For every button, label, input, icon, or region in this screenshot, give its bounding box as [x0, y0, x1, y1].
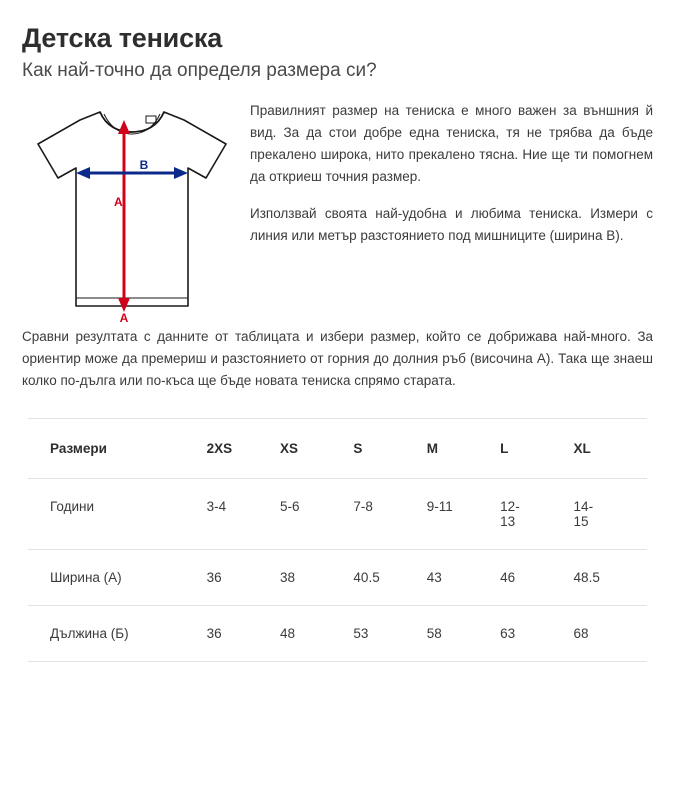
cell-width-2xs: 36	[207, 550, 280, 606]
cell-years-m: 9-11	[427, 479, 500, 550]
diagram-label-a: A	[119, 311, 129, 323]
header-l: L	[500, 419, 573, 479]
cell-length-m: 58	[427, 606, 500, 662]
cell-years-2xs: 3-4	[207, 479, 280, 550]
size-table	[28, 418, 647, 662]
intro-paragraph-2: Използвай своята най-удобна и любима тениска. Измери с линия или метър разстоянието под мишниците (ширина B).	[250, 205, 653, 243]
table-row	[28, 479, 647, 550]
cell-width-m: 43	[427, 550, 500, 606]
header-xs: XS	[280, 419, 353, 479]
header-s: S	[353, 419, 426, 479]
cell-length-xs: 48	[280, 606, 353, 662]
cell-years-xs: 5-6	[280, 479, 353, 550]
size-table-head	[28, 419, 647, 479]
page-title: Детска тениска	[22, 23, 223, 53]
diagram-label-a-inline: A	[114, 195, 123, 210]
cell-years-s: 7-8	[353, 479, 426, 550]
cell-width-l: 46	[500, 550, 573, 606]
header-2xs: 2XS	[207, 419, 280, 479]
cell-width-s: 40.5	[353, 550, 426, 606]
row-label-length: Дължина (Б)	[28, 606, 207, 662]
cell-width-xl: 48.5	[574, 550, 647, 606]
header-xl: XL	[574, 419, 647, 479]
cell-width-xs: 38	[280, 550, 353, 606]
cell-length-2xs: 36	[207, 606, 280, 662]
cell-length-xl: 68	[574, 606, 647, 662]
cell-length-l: 63	[500, 606, 573, 662]
intro-paragraph-1: Правилният размер на тениска е много важен за външния й вид. За да стои добре една тениска, тя не трябва да бъде прекалено широка, нито прекалено тясна. Ние ще ти помогнем да откриеш точния размер.	[250, 103, 653, 185]
row-label-width: Ширина (А)	[28, 550, 207, 606]
tshirt-icon	[28, 100, 236, 322]
intro-paragraph-3: Сравни резултата с данните от таблицата и избери размер, който се добрижава най-много. За ориентир може да премериш и разстоянието от горния до долния ръб (височина A). Така ще знаеш колко по-дълга или по-къса ще бъде новата тениска спрямо старата.	[22, 329, 653, 389]
tshirt-diagram	[28, 100, 236, 322]
row-label-years: Години	[28, 479, 207, 550]
cell-years-l: 12-13	[500, 479, 573, 550]
cell-length-s: 53	[353, 606, 426, 662]
table-row	[28, 606, 647, 662]
header-sizes: Размери	[28, 419, 207, 479]
table-row	[28, 550, 647, 606]
size-table-wrapper	[22, 418, 653, 662]
size-table-body	[28, 479, 647, 662]
header-m: M	[427, 419, 500, 479]
cell-years-xl: 14-15	[574, 479, 647, 550]
table-header-row	[28, 419, 647, 479]
page-subtitle: Как най-точно да определя размера си?	[22, 59, 377, 81]
diagram-label-b: B	[139, 158, 149, 173]
intro-section	[22, 100, 653, 326]
